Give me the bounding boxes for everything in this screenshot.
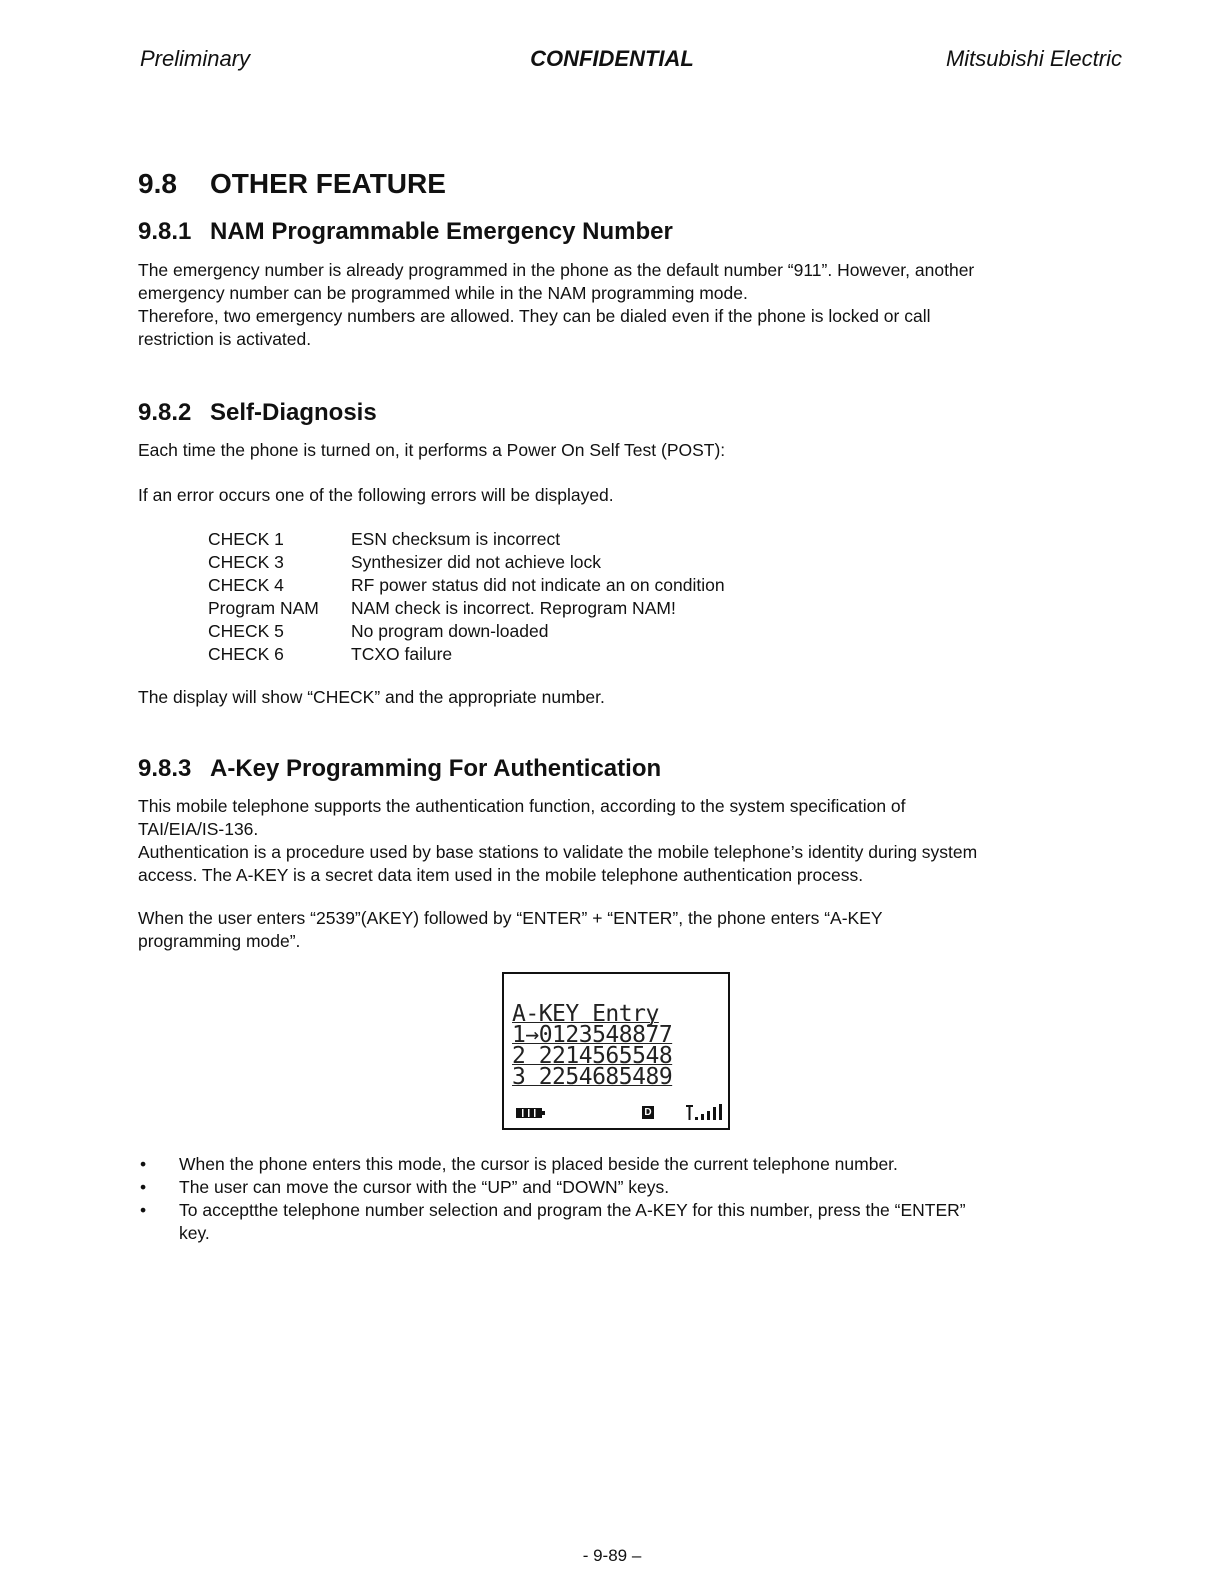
text-line: When the user enters “2539”(AKEY) followed by “ENTER” + “ENTER”, the phone enters “A-KEY	[138, 908, 883, 928]
text-line: The emergency number is already programmed in the phone as the default number “911”. However, another	[138, 260, 975, 280]
text-line: Authentication is a procedure used by base stations to validate the mobile telephone’s identity during system	[138, 842, 978, 862]
paragraph-akey-entry	[138, 907, 1098, 953]
error-description: No program down-loaded	[351, 621, 549, 641]
error-description: TCXO failure	[351, 644, 453, 664]
table-row	[208, 620, 725, 643]
table-row	[208, 597, 725, 620]
subsection-title: Self-Diagnosis	[210, 399, 377, 426]
text-line: Therefore, two emergency numbers are allowed. They can be dialed even if the phone is locked or call	[138, 306, 931, 326]
text-line: emergency number can be programmed while in the NAM programming mode.	[138, 283, 748, 303]
error-description: NAM check is incorrect. Reprogram NAM!	[351, 598, 676, 618]
phone-display-illustration	[502, 972, 730, 1130]
subsection-title: NAM Programmable Emergency Number	[210, 218, 673, 245]
subsection-heading-982	[138, 399, 377, 427]
table-row	[208, 574, 725, 597]
section-number: 9.8	[138, 168, 177, 199]
lcd-text	[512, 1001, 673, 1090]
text-line: When the phone enters this mode, the cursor is placed beside the current telephone number.	[179, 1154, 898, 1174]
bullet: •	[140, 1200, 147, 1220]
header-company: Mitsubishi Electric	[945, 46, 1122, 71]
section-heading	[138, 168, 446, 200]
bullet-list	[138, 1153, 1098, 1245]
error-code: CHECK 1	[208, 529, 284, 549]
paragraph-post-intro: Each time the phone is turned on, it performs a Power On Self Test (POST):	[138, 440, 726, 460]
section-title: OTHER FEATURE	[210, 168, 446, 199]
text-line: This mobile telephone supports the authentication function, according to the system specification of	[138, 796, 906, 816]
list-item	[138, 1153, 1098, 1176]
error-code: CHECK 4	[208, 575, 284, 595]
text-line: The user can move the cursor with the “UP” and “DOWN” keys.	[179, 1177, 670, 1197]
header-confidential: CONFIDENTIAL	[530, 46, 694, 71]
subsection-number: 9.8.2	[138, 399, 192, 426]
digital-mode-indicator: D	[642, 1106, 654, 1119]
paragraph-error-intro: If an error occurs one of the following errors will be displayed.	[138, 485, 614, 505]
error-code: CHECK 3	[208, 552, 284, 572]
subsection-number: 9.8.3	[138, 755, 192, 782]
text-line: To acceptthe telephone number selection and program the A-KEY for this number, press the “ENTER”	[179, 1200, 966, 1220]
text-line: key.	[179, 1223, 210, 1243]
list-item	[138, 1199, 1098, 1245]
error-description: Synthesizer did not achieve lock	[351, 552, 601, 572]
table-row	[208, 551, 725, 574]
error-description: RF power status did not indicate an on condition	[351, 575, 725, 595]
subsection-title: A-Key Programming For Authentication	[210, 755, 662, 782]
lcd-line: 2 2214565548	[512, 1043, 673, 1069]
lcd-line: 3 2254685489	[512, 1064, 673, 1090]
lcd-line: A-KEY Entry	[512, 1001, 659, 1027]
error-description: ESN checksum is incorrect	[351, 529, 561, 549]
subsection-heading-981	[138, 218, 673, 246]
error-code: Program NAM	[208, 598, 319, 618]
subsection-number: 9.8.1	[138, 218, 192, 245]
text-line: restriction is activated.	[138, 329, 312, 349]
text-line: access. The A-KEY is a secret data item used in the mobile telephone authentication process.	[138, 865, 864, 885]
table-row	[208, 528, 725, 551]
lcd-line: 1→0123548877	[512, 1022, 673, 1048]
paragraph-check-display: The display will show “CHECK” and the appropriate number.	[138, 687, 605, 707]
bullet: •	[140, 1177, 147, 1197]
error-code: CHECK 6	[208, 644, 284, 664]
header-preliminary: Preliminary	[140, 46, 251, 71]
paragraph-emergency-number	[138, 259, 1098, 351]
error-code: CHECK 5	[208, 621, 284, 641]
signal-strength-icon	[686, 1104, 726, 1120]
subsection-heading-983	[138, 755, 661, 783]
paragraph-authentication	[138, 795, 1098, 887]
bullet: •	[140, 1154, 147, 1174]
page-number: - 9-89 –	[582, 1546, 642, 1565]
error-code-table	[208, 528, 725, 666]
text-line: programming mode”.	[138, 931, 301, 951]
table-row	[208, 643, 725, 666]
battery-icon	[516, 1108, 546, 1118]
list-item	[138, 1176, 1098, 1199]
lcd-status-bar	[514, 1104, 718, 1122]
text-line: TAI/EIA/IS-136.	[138, 819, 259, 839]
